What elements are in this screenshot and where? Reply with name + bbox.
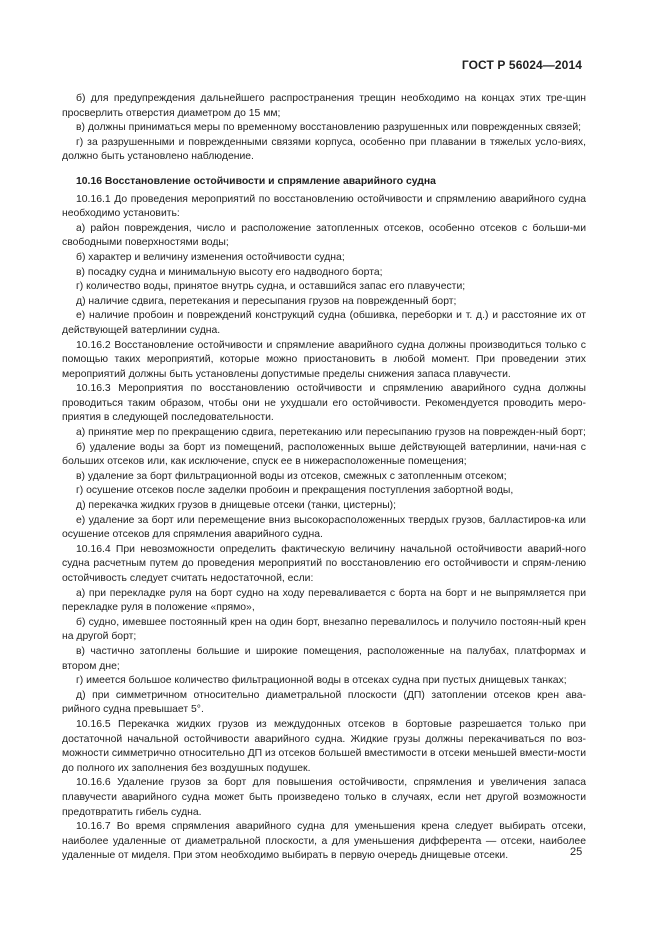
paragraph: 10.16.6 Удаление грузов за борт для повышения остойчивости, спрямления и увеличения запаса плавучести аварийного судна может быть произведено только в случаях, если нет другой возможности предотвратить гибель судна. <box>62 777 586 818</box>
paragraph: в) должны приниматься меры по временному восстановлению разрушенных или поврежденных связей; <box>76 122 582 134</box>
paragraph: б) характер и величину изменения остойчивости судна; <box>76 251 345 263</box>
document-body <box>62 92 586 864</box>
paragraph: г) осушение отсеков после заделки пробоин и прекращения поступления забортной воды, <box>76 485 514 497</box>
paragraph: а) район повреждения, число и расположение затопленных отсеков, особенно отсеков с больши-ми свободными поверхностями воды; <box>62 222 586 249</box>
paragraph: е) наличие пробоин и повреждений конструкций судна (обшивка, переборки и т. д.) и расстояние их от действующей ватерлинии судна. <box>62 310 586 336</box>
paragraph: д) наличие сдвига, перетекания и пересыпания грузов на поврежденный борт; <box>76 295 457 307</box>
paragraph: е) удаление за борт или перемещение вниз высокорасположенных твердых грузов, балластиров-ка или осушение отсеков для спрямления аварийного судна. <box>62 514 586 541</box>
paragraph: в) посадку судна и минимальную высоту его надводного борта; <box>76 266 383 278</box>
paragraph: в) частично затоплены большие и широкие помещения, расположенные на палубах, платформах и втором дне; <box>62 645 586 672</box>
paragraph: д) при симметричном относительно диаметральной плоскости (ДП) затоплении отсеков крен ава-рийного судна превышает 5°. <box>62 689 586 716</box>
paragraph: а) принятие мер по прекращению сдвига, перетеканию или пересыпанию грузов на поврежден-ный борт; <box>76 427 586 439</box>
page-number: 25 <box>570 846 583 858</box>
paragraph: г) количество воды, принятое внутрь судна, и оставшийся запас его плавучести; <box>76 281 466 293</box>
paragraph: д) перекачка жидких грузов в днищевые отсеки (танки, цистерны); <box>76 500 397 512</box>
paragraph: 10.16.1 До проведения мероприятий по восстановлению остойчивости и спрямлению аварийного судна необходимо установить: <box>62 193 586 220</box>
paragraph: г) имеется большое количество фильтрационной воды в отсеках судна при пустых днищевых танках; <box>76 675 567 687</box>
paragraph: 10.16.4 При невозможности определить фактическую величину начальной остойчивости аварий-ного судна расчетным путем до проведения мероприятий по восстановлению его остойчивости и спрям-лению остойчивость следует считать недостаточной, если: <box>62 543 586 584</box>
paragraph: 10.16.5 Перекачка жидких грузов из междудонных отсеков в бортовые разрешается только при достаточной начальной остойчивости аварийного судна. Жидкие грузы должны перекачиваться по воз-можности симметрично относительно ДП из отсеков большей вместимости в отсеки меньшей вмести-мости до полного их заполнения без воздушных подушек. <box>62 718 586 774</box>
paragraph: б) удаление воды за борт из помещений, расположенных выше действующей ватерлинии, начи-ная с больших отсеков или, как исключение, спуск ее в нижерасположенные помещения; <box>62 441 586 468</box>
paragraph: г) за разрушенными и поврежденными связями корпуса, особенно при плавании в тяжелых усло-виях, должно быть установлено наблюдение. <box>62 136 586 163</box>
paragraph: б) судно, имевшее постоянный крен на один борт, внезапно перевалилось и получило постоян-ный крен на другой борт; <box>62 616 586 643</box>
document-header: ГОСТ Р 56024—2014 <box>461 58 582 72</box>
paragraph: а) при перекладке руля на борт судно на ходу переваливается с борта на борт и не выпрямляется при перекладке руля в положение «прямо», <box>62 587 586 614</box>
paragraph: в) удаление за борт фильтрационной воды из отсеков, смежных с затопленным отсеком; <box>76 470 507 482</box>
paragraph: б) для предупреждения дальнейшего распространения трещин необходимо на концах этих тре-щин просверлить отверстия диаметром до 15 мм; <box>62 93 586 119</box>
paragraph: 10.16.3 Мероприятия по восстановлению остойчивости и спрямлению аварийного судна должны проводиться таким образом, чтобы они не ухудшали его остойчивости. Рекомендуется проводить меро-приятия в следующей последовательности. <box>62 383 586 424</box>
paragraph: 10.16.7 Во время спрямления аварийного судна для уменьшения крена следует выбирать отсеки, наиболее удаленные от диаметральной плоскости, а для уменьшения дифферента — отсеки, наиболее удаленные от миделя. При этом необходимо выбирать в первую очередь днищевые отсеки. <box>62 821 586 862</box>
section-title: 10.16 Восстановление остойчивости и спрямление аварийного судна <box>76 175 436 187</box>
paragraph: 10.16.2 Восстановление остойчивости и спрямление аварийного судна должны производиться только с помощью таких мероприятий, которые можно приостановить в любой момент. При проведении этих мероприятий должны быть установлены допустимые пределы снижения запаса плавучести. <box>62 339 586 380</box>
